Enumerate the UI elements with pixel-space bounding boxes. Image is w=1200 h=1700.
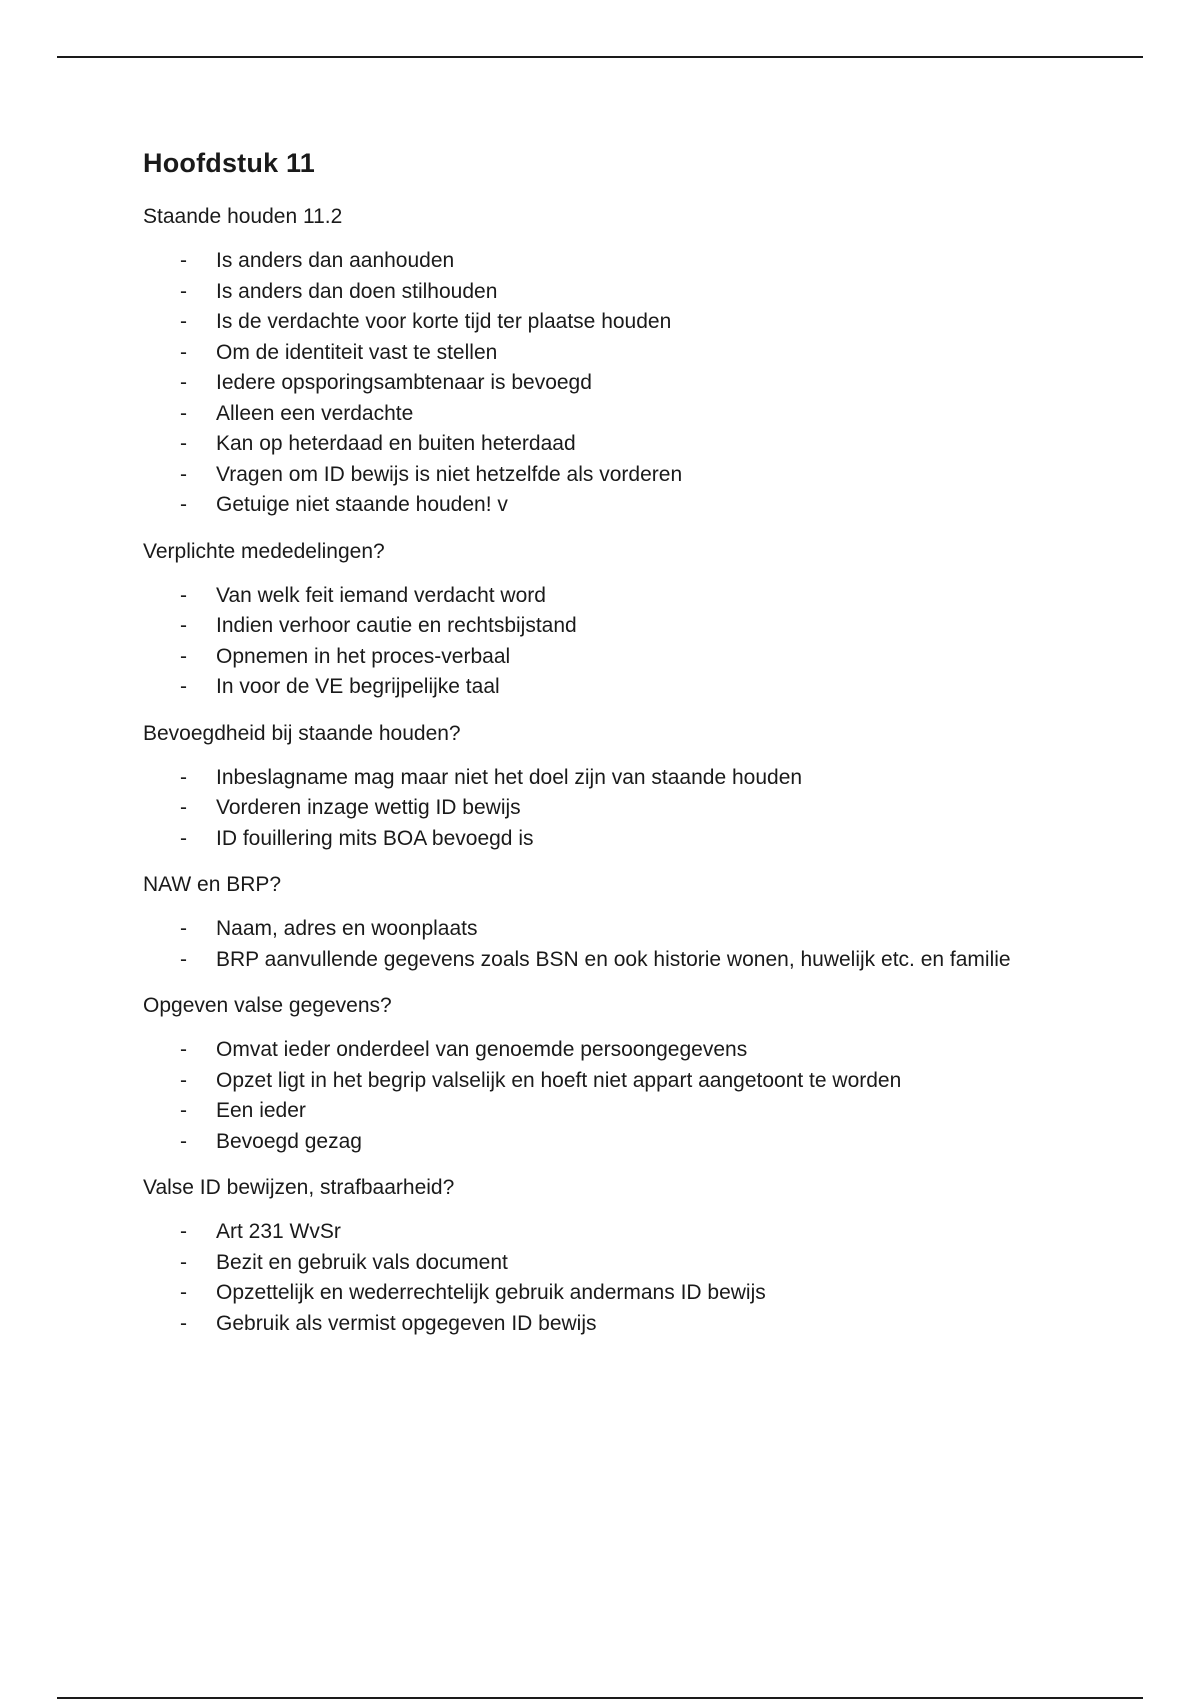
list-item-text: Bevoegd gezag xyxy=(216,1129,362,1153)
list-item xyxy=(143,277,1103,308)
bullet-dash-icon: - xyxy=(180,1220,187,1243)
bullet-dash-icon: - xyxy=(180,1281,187,1304)
bullet-dash-icon: - xyxy=(180,340,187,364)
bullet-dash-icon: - xyxy=(180,310,187,333)
bullet-dash-icon: - xyxy=(180,917,187,940)
list-item xyxy=(143,1127,1103,1158)
list-item-text: Is anders dan doen stilhouden xyxy=(216,279,498,303)
bullet-dash-icon: - xyxy=(180,1068,187,1092)
bullet-dash-icon: - xyxy=(180,462,187,486)
header-rule xyxy=(57,56,1143,58)
bullet-dash-icon: - xyxy=(180,765,187,789)
section-heading: Valse ID bewijzen, strafbaarheid? xyxy=(143,1176,455,1199)
list-item-text: Opnemen in het proces-verbaal xyxy=(216,644,511,668)
list-item xyxy=(143,914,1103,945)
bullet-dash-icon: - xyxy=(180,796,187,819)
list-item xyxy=(143,460,1103,491)
list-item xyxy=(143,1066,1103,1097)
list-item-text: ID fouillering mits BOA bevoegd is xyxy=(216,826,534,850)
bullet-dash-icon: - xyxy=(180,675,187,698)
bullet-dash-icon: - xyxy=(180,493,187,516)
list-item-text: Gebruik als vermist opgegeven ID bewijs xyxy=(216,1311,597,1335)
section xyxy=(143,870,1103,975)
section-heading: NAW en BRP? xyxy=(143,873,282,896)
list-item xyxy=(143,1035,1103,1066)
list-item-text: Iedere opsporingsambtenaar is bevoegd xyxy=(216,371,592,394)
list-item-text: Vorderen inzage wettig ID bewijs xyxy=(216,796,521,819)
list-item xyxy=(143,1096,1103,1127)
section-heading: Bevoegdheid bij staande houden? xyxy=(143,721,461,745)
list-item-text: Opzet ligt in het begrip valselijk en hoeft niet appart aangetoont te worden xyxy=(216,1068,902,1092)
bullet-dash-icon: - xyxy=(180,401,187,425)
section-heading: Verplichte mededelingen? xyxy=(143,539,385,563)
list-item xyxy=(143,1278,1103,1309)
list-item-text: Om de identiteit vast te stellen xyxy=(216,340,498,364)
bullet-dash-icon: - xyxy=(180,1129,187,1153)
section-heading: Staande houden 11.2 xyxy=(143,205,343,228)
list-item xyxy=(143,338,1103,369)
list-item xyxy=(143,1248,1103,1279)
section xyxy=(143,719,1103,855)
bullet-list xyxy=(143,763,1103,855)
bullet-list xyxy=(143,581,1103,703)
list-item-text: BRP aanvullende gegevens zoals BSN en ook historie wonen, huwelijk etc. en familie xyxy=(216,947,1011,971)
bullet-dash-icon: - xyxy=(180,583,187,607)
document-body xyxy=(143,140,1103,1355)
bullet-list xyxy=(143,914,1103,975)
list-item xyxy=(143,1217,1103,1248)
list-item xyxy=(143,945,1103,976)
bullet-dash-icon: - xyxy=(180,614,187,637)
list-item xyxy=(143,368,1103,399)
list-item-text: Is de verdachte voor korte tijd ter plaatse houden xyxy=(216,310,672,333)
bullet-dash-icon: - xyxy=(180,432,187,455)
list-item xyxy=(143,763,1103,794)
list-item-text: Art 231 WvSr xyxy=(216,1220,341,1243)
list-item xyxy=(143,1309,1103,1340)
section xyxy=(143,537,1103,703)
list-item-text: Omvat ieder onderdeel van genoemde persoongegevens xyxy=(216,1038,748,1061)
list-item-text: Is anders dan aanhouden xyxy=(216,249,455,272)
bullet-dash-icon: - xyxy=(180,1250,187,1274)
list-item-text: Bezit en gebruik vals document xyxy=(216,1250,508,1274)
list-item-text: Inbeslagname mag maar niet het doel zijn van staande houden xyxy=(216,765,803,789)
list-item xyxy=(143,429,1103,460)
section xyxy=(143,991,1103,1157)
list-item xyxy=(143,399,1103,430)
list-item xyxy=(143,824,1103,855)
footer-rule xyxy=(57,1697,1143,1699)
section xyxy=(143,1173,1103,1339)
chapter-title: Hoofdstuk 11 xyxy=(143,148,315,178)
list-item xyxy=(143,490,1103,521)
list-item-text: Naam, adres en woonplaats xyxy=(216,917,478,940)
bullet-dash-icon: - xyxy=(180,1311,187,1335)
bullet-list xyxy=(143,1035,1103,1157)
list-item-text: In voor de VE begrijpelijke taal xyxy=(216,675,500,698)
list-item-text: Indien verhoor cautie en rechtsbijstand xyxy=(216,614,577,637)
list-item-text: Opzettelijk en wederrechtelijk gebruik andermans ID bewijs xyxy=(216,1281,766,1304)
list-item xyxy=(143,672,1103,703)
list-item xyxy=(143,793,1103,824)
section xyxy=(143,202,1103,521)
bullet-dash-icon: - xyxy=(180,947,187,971)
list-item-text: Van welk feit iemand verdacht word xyxy=(216,583,546,607)
list-item-text: Getuige niet staande houden! v xyxy=(216,493,508,516)
bullet-dash-icon: - xyxy=(180,249,187,272)
bullet-list xyxy=(143,246,1103,521)
list-item xyxy=(143,307,1103,338)
bullet-dash-icon: - xyxy=(180,644,187,668)
list-item xyxy=(143,642,1103,673)
bullet-dash-icon: - xyxy=(180,1099,187,1122)
bullet-dash-icon: - xyxy=(180,1038,187,1061)
sections-container xyxy=(143,202,1103,1339)
bullet-dash-icon: - xyxy=(180,279,187,303)
bullet-dash-icon: - xyxy=(180,371,187,394)
bullet-dash-icon: - xyxy=(180,826,187,850)
list-item-text: Vragen om ID bewijs is niet hetzelfde als vorderen xyxy=(216,462,683,486)
list-item xyxy=(143,246,1103,277)
list-item-text: Kan op heterdaad en buiten heterdaad xyxy=(216,432,576,455)
list-item-text: Alleen een verdachte xyxy=(216,401,414,425)
bullet-list xyxy=(143,1217,1103,1339)
list-item xyxy=(143,611,1103,642)
list-item xyxy=(143,581,1103,612)
list-item-text: Een ieder xyxy=(216,1099,306,1122)
section-heading: Opgeven valse gegevens? xyxy=(143,994,392,1017)
